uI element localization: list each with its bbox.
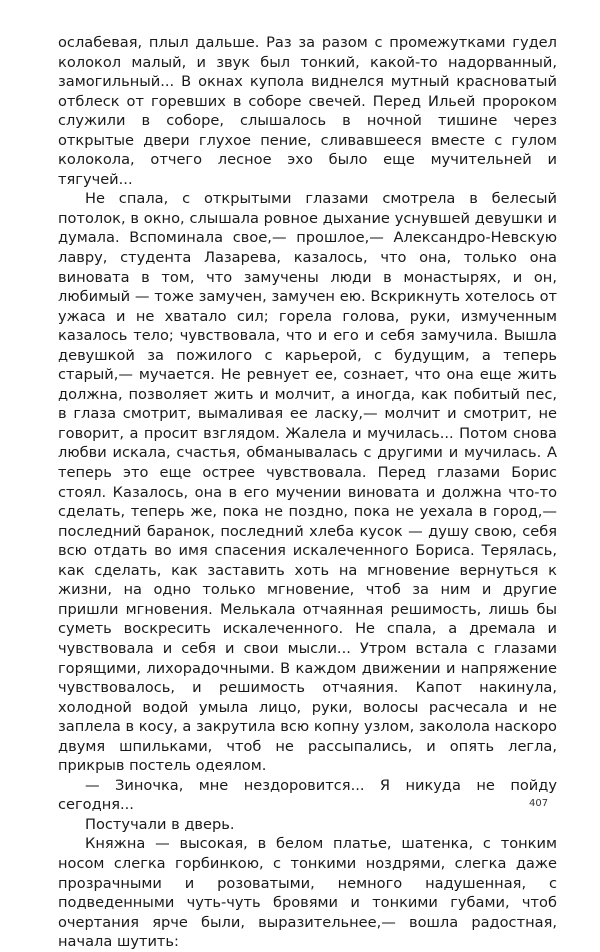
paragraph-2: Не спала, с открытыми глазами смотрела в белесый потолок, в окно, слышала ровное дыхание уснувшей девушки и думала. Вспоминала свое,— прошлое,— Александро-Невскую лавру, студента Лазарева, казалось, что она, только она виновата в том, что замучены люди в монастырях, и он, любимый — тоже замучен, замучен ею. Вскрикнуть хотелось от ужаса и не хватало сил; горела голова, руки, измученным казалось тело; чувствовала, что и его и себя замучила. Вышла девушкой за пожилого с карьерой, с будущим, а теперь старый,— мучается. Не ревнует ее, сознает, что она еще жить должна, позволяет жить и молчит, а иногда, как побитый пес, в глаза смотрит, вымаливая ее ласку,— молчит и смотрит, не говорит, а просит взглядом. Жалела и мучилась... Потом снова любви искала, счастья, обманывалась с другими и мучилась. А теперь это еще острее чувствовала. Перед глазами Борис стоял. Казалось, она в его мучении виновата и должна что-то сделать, теперь же, пока не поздно, пока не уехала в город,— последний баранок, последний хлеба кусок — душу свою, себя всю отдать во имя спасения искалеченного Бориса. Терялась, как сделать, как заставить хоть на мгновение вернуться к жизни, на одно только мгновение, чтоб за ним и другие пришли мгновения. Мелькала отчаянная решимость, лишь бы суметь воскресить искалеченного. Не спала, а дремала и чувствовала и себя и свои мысли... Утром встала с глазами горящими, лихорадочными. В каждом движении и напряжение чувствовалось, и решимость отчаяния. Капот накинула, холодной водой умыла лицо, руки, волосы расчесала и не заплела в косу, а закрутила всю копну узлом, заколола наскоро двумя шпильками, чтоб не рассыпались, и опять легла, прикрыв постель одеялом. xyxy=(58,190,557,775)
document-page xyxy=(58,33,557,952)
paragraph-1: ослабевая, плыл дальше. Раз за разом с промежутками гудел колокол малый, и звук был тонкий, какой-то надорванный, замогильный... В окнах купола виднелся мутный красноватый отблеск от горевших в соборе свечей. Перед Ильей пророком служили в соборе, слышалось в ночной тишине через открытые двери глухое пение, сливавшееся вместе с гулом колокола, отчего лесное эхо было еще мучительней и тягучей... xyxy=(58,34,557,188)
paragraph-3: — Зиночка, мне нездоровится... Я никуда не пойду сегодня... xyxy=(58,776,557,814)
page-number: 407 xyxy=(529,798,549,809)
paragraph-4: Постучали в дверь. xyxy=(85,815,235,833)
paragraph-5: Княжна — высокая, в белом платье, шатенка, с тонким носом слегка горбинкою, с тонкими ноздрями, слегка даже прозрачными и розоватыми, немного надушенная, с подведенными чуть-чуть бровями и тонкими губами, чтоб очертания ярче были, выразительнее,— вошла радостная, начала шутить: xyxy=(58,835,557,951)
